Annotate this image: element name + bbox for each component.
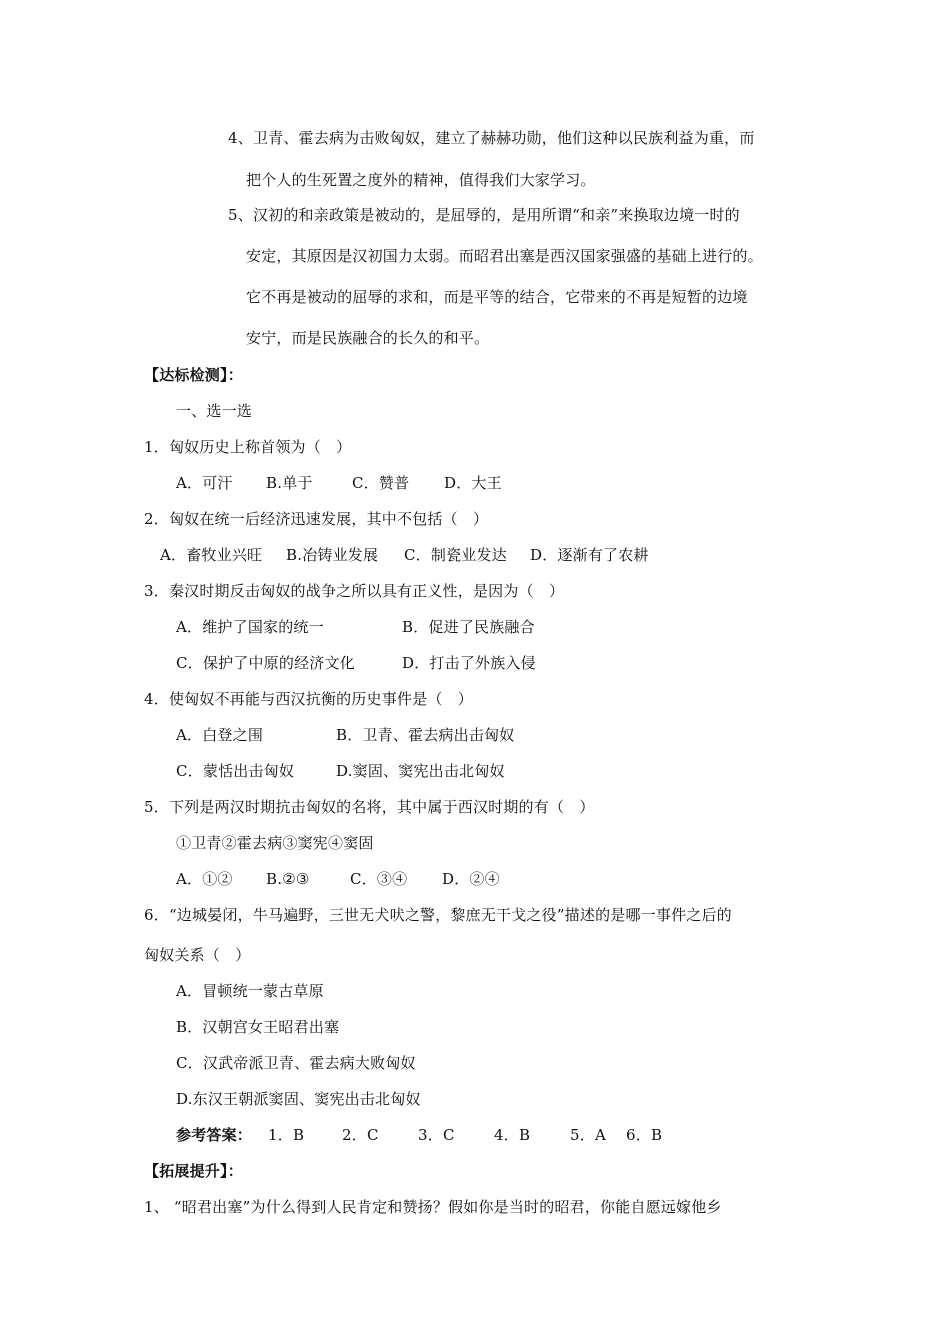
answers-label: 参考答案：: [176, 1126, 253, 1144]
q3-option-b: B．促进了民族融合: [402, 618, 535, 636]
question-4-stem: 4．使匈奴不再能与西汉抗衡的历史事件是（ ）: [144, 690, 473, 708]
question-5-stem: 5．下列是两汉时期抗击匈奴的名将，其中属于西汉时期的有（ ）: [144, 798, 595, 816]
q3-option-d: D．打击了外族入侵: [402, 654, 536, 672]
answer-3: 3．C: [418, 1126, 455, 1144]
extension-heading: 【拓展提升】：: [144, 1162, 243, 1180]
answer-1: 1．B: [268, 1126, 305, 1144]
q6-option-a: A．冒顿统一蒙古草原: [176, 982, 324, 1000]
answer-6: 6．B: [626, 1126, 663, 1144]
q3-option-c: C．保护了中原的经济文化: [176, 654, 355, 672]
q6-option-b: B．汉朝宫女王昭君出塞: [176, 1018, 340, 1036]
question-3-options-row-1: [176, 617, 535, 637]
q2-option-a: A．畜牧业兴旺: [160, 546, 263, 564]
q5-option-a: A．①②: [176, 870, 233, 888]
question-2-options: [160, 545, 649, 565]
question-4-options-row-2: [176, 761, 505, 781]
q2-option-c: C．制瓷业发达: [404, 546, 507, 564]
answer-4: 4．B: [494, 1126, 531, 1144]
q2-option-d: D．逐渐有了农耕: [530, 546, 649, 564]
q4-option-d: D.窦固、窦宪出击北匈奴: [336, 762, 505, 780]
q5-option-c: C．③④: [350, 870, 408, 888]
point-5-line-1: 5、汉初的和亲政策是被动的，是屈辱的，是用所谓“和亲”来换取边境一时的: [228, 206, 740, 224]
question-3-stem: 3．秦汉时期反击匈奴的战争之所以具有正义性，是因为（ ）: [144, 582, 565, 600]
q1-option-d: D．大王: [444, 474, 502, 492]
question-2-stem: 2．匈奴在统一后经济迅速发展，其中不包括（ ）: [144, 510, 489, 528]
question-1-stem: 1．匈奴历史上称首领为（ ）: [144, 438, 352, 456]
question-5-options: [176, 869, 500, 889]
answer-5: 5．A: [570, 1126, 606, 1144]
answer-2: 2．C: [342, 1126, 379, 1144]
q1-option-c: C．赞普: [352, 474, 410, 492]
q6-option-c: C．汉武帝派卫青、霍去病大败匈奴: [176, 1054, 416, 1072]
q1-option-b: B.单于: [266, 474, 313, 492]
question-6-stem-line-2: 匈奴关系（ ）: [144, 946, 251, 964]
q4-option-c: C．蒙恬出击匈奴: [176, 762, 295, 780]
q4-option-b: B．卫青、霍去病出击匈奴: [336, 726, 515, 744]
question-5-sub-items: ①卫青②霍去病③窦宪④窦固: [176, 834, 374, 852]
point-5-line-3: 它不再是被动的屈辱的求和，而是平等的结合，它带来的不再是短暂的边境: [246, 288, 748, 306]
point-4-line-2: 把个人的生死置之度外的精神，值得我们大家学习。: [246, 171, 596, 189]
point-5-line-2: 安定，其原因是汉初国力太弱。而昭君出塞是西汉国家强盛的基础上进行的。: [246, 247, 763, 265]
point-4-line-1: 4、卫青、霍去病为击败匈奴，建立了赫赫功勋，他们这种以民族利益为重，而: [228, 129, 755, 147]
q1-option-a: A．可汗: [176, 474, 233, 492]
question-6-stem-line-1: 6．“边城晏闭，牛马遍野，三世无犬吠之警，黎庶无干戈之役”描述的是哪一事件之后的: [144, 906, 732, 924]
point-5-line-4: 安宁，而是民族融合的长久的和平。: [246, 329, 490, 347]
section-title: 一、选一选: [176, 402, 253, 420]
extension-question-1: 1、 “昭君出塞”为什么得到人民肯定和赞扬？假如你是当时的昭君，你能自愿远嫁他乡: [144, 1198, 722, 1216]
q2-option-b: B.冶铸业发展: [286, 546, 379, 564]
q5-option-b: B.②③: [266, 870, 310, 888]
q3-option-a: A．维护了国家的统一: [176, 618, 324, 636]
question-3-options-row-2: [176, 653, 536, 673]
q4-option-a: A．白登之围: [176, 726, 264, 744]
answer-key: [176, 1125, 662, 1145]
assessment-heading: 【达标检测】：: [144, 366, 243, 384]
q5-option-d: D．②④: [442, 870, 500, 888]
question-1-options: [176, 473, 502, 493]
q6-option-d: D.东汉王朝派窦固、窦宪出击北匈奴: [176, 1090, 421, 1108]
question-4-options-row-1: [176, 725, 514, 745]
